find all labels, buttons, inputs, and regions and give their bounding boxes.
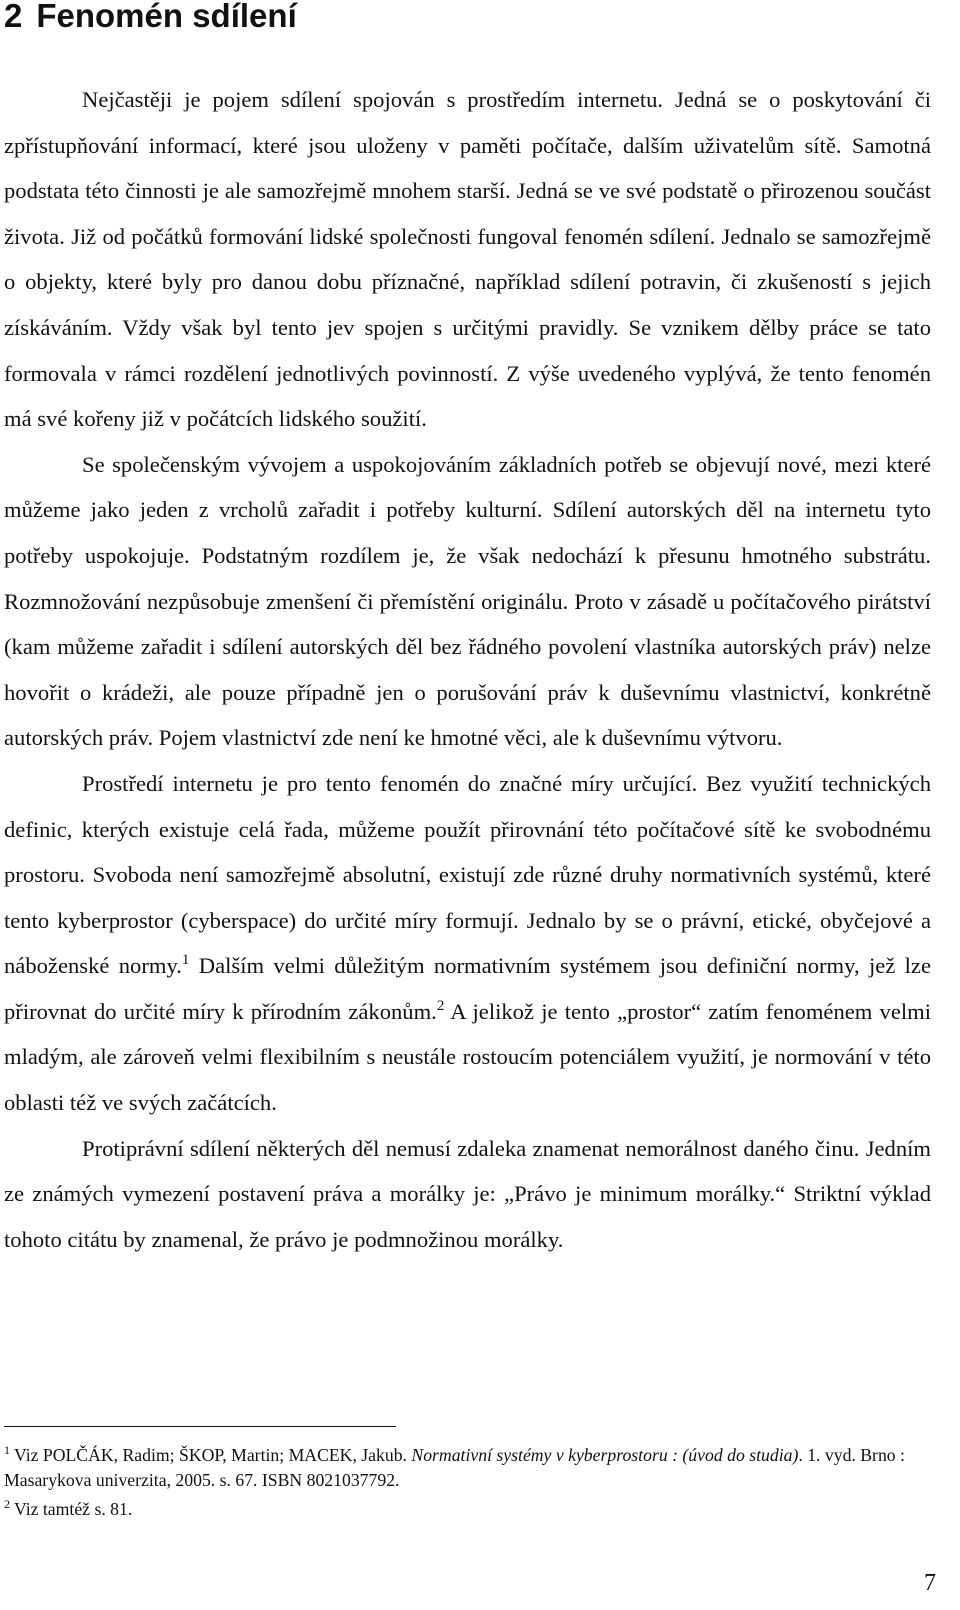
page-number: 7 [924,1570,936,1596]
section-heading [4,0,297,38]
footnote-1-authors: Viz POLČÁK, Radim; ŠKOP, Martin; MACEK, Jakub. [14,1445,412,1465]
paragraph-1: Nejčastěji je pojem sdílení spojován s prostředím internetu. Jedná se o poskytování či zpřístupňování informací, které jsou uloženy v paměti počítače, dalším uživatelům sítě. Samotná podstata této činnosti je ale samozřejmě mnohem starší. Jedná se ve své podstatě o přirozenou součást života. Již od počátků formování lidské společnosti fungoval fenomén sdílení. Jednalo se samozřejmě o objekty, které byly pro danou dobu příznačné, například sdílení potravin, či zkušeností s jejich získáváním. Vždy však byl tento jev spojen s určitými pravidly. Se vznikem dělby práce se tato formovala v rámci rozdělení jednotlivých povinností. Z výše uvedeného vyplývá, že tento fenomén má své kořeny již v počátcích lidského soužití. [4,87,931,432]
paragraph-4: Protiprávní sdílení některých děl nemusí zdaleka znamenat nemorálnost daného činu. Jedním ze známých vymezení postavení práva a morálky je: „Právo je minimum morálky.“ Striktní výklad tohoto citátu by znamenal, že právo je podmnožinou morálky. [4,1135,931,1252]
section-title: Fenomén sdílení [36,0,297,34]
footnote-1 [4,1443,929,1493]
footnote-2 [4,1497,929,1522]
paragraph-3-part-1: Prostředí internetu je pro tento fenomén do značné míry určující. Bez využití technických definic, kterých existuje celá řada, můžeme použít přirovnání této počítačové sítě ke svobodnému prostoru. Svoboda není samozřejmě absolutní, existují zde různé druhy normativních systémů, které tento kyberprostor (cyberspace) do určité míry formují. Jednalo by se o právní, etické, obyčejové a náboženské normy. [4,770,931,979]
footnote-reference-2: 2 [436,997,445,1014]
paragraph-2: Se společenským vývojem a uspokojováním základních potřeb se objevují nové, mezi které můžeme jako jeden z vrcholů zařadit i potřeby kulturní. Sdílení autorských děl na internetu tyto potřeby uspokojuje. Podstatným rozdílem je, že však nedochází k přesunu hmotného substrátu. Rozmnožování nezpůsobuje zmenšení či přemístění originálu. Proto v zásadě u počítačového pirátství (kam můžeme zařadit i sdílení autorských děl bez řádného povolení vlastníka autorských práv) nelze hovořit o krádeži, ale pouze případně jen o porušování práv k duševnímu vlastnictví, konkrétně autorských práv. Pojem vlastnictví zde není ke hmotné věci, ale k duševnímu výtvoru. [4,451,931,751]
footnote-1-mark: 1 [4,1443,10,1457]
footnote-reference-1: 1 [181,952,190,969]
footnote-1-publication: . 1. vyd. Brno : Masarykova univerzita, 2005. s. 67. ISBN 8021037792. [4,1445,905,1490]
paragraph-3-part-3: A jelikož je tento „prostor“ zatím fenoménem velmi mladým, ale zároveň velmi flexibilním s neustále rostoucím potenciálem využití, je normování v této oblasti též ve svých začátcích. [4,998,931,1116]
section-number: 2 [4,0,23,34]
paragraph-3-part-2: Dalším velmi důležitým normativním systémem jsou definiční normy, jež lze přirovnat do určité míry k přírodním zákonům. [4,953,931,1024]
footnote-separator [4,1426,396,1427]
footnotes [4,1443,929,1522]
footnote-2-text: Viz tamtéž s. 81. [14,1499,133,1519]
paragraph-3 [4,761,931,1126]
footnote-1-title: Normativní systémy v kyberprostoru : (úvod do studia) [411,1445,799,1465]
body-text [4,77,931,1262]
footnote-2-mark: 2 [4,1497,10,1511]
